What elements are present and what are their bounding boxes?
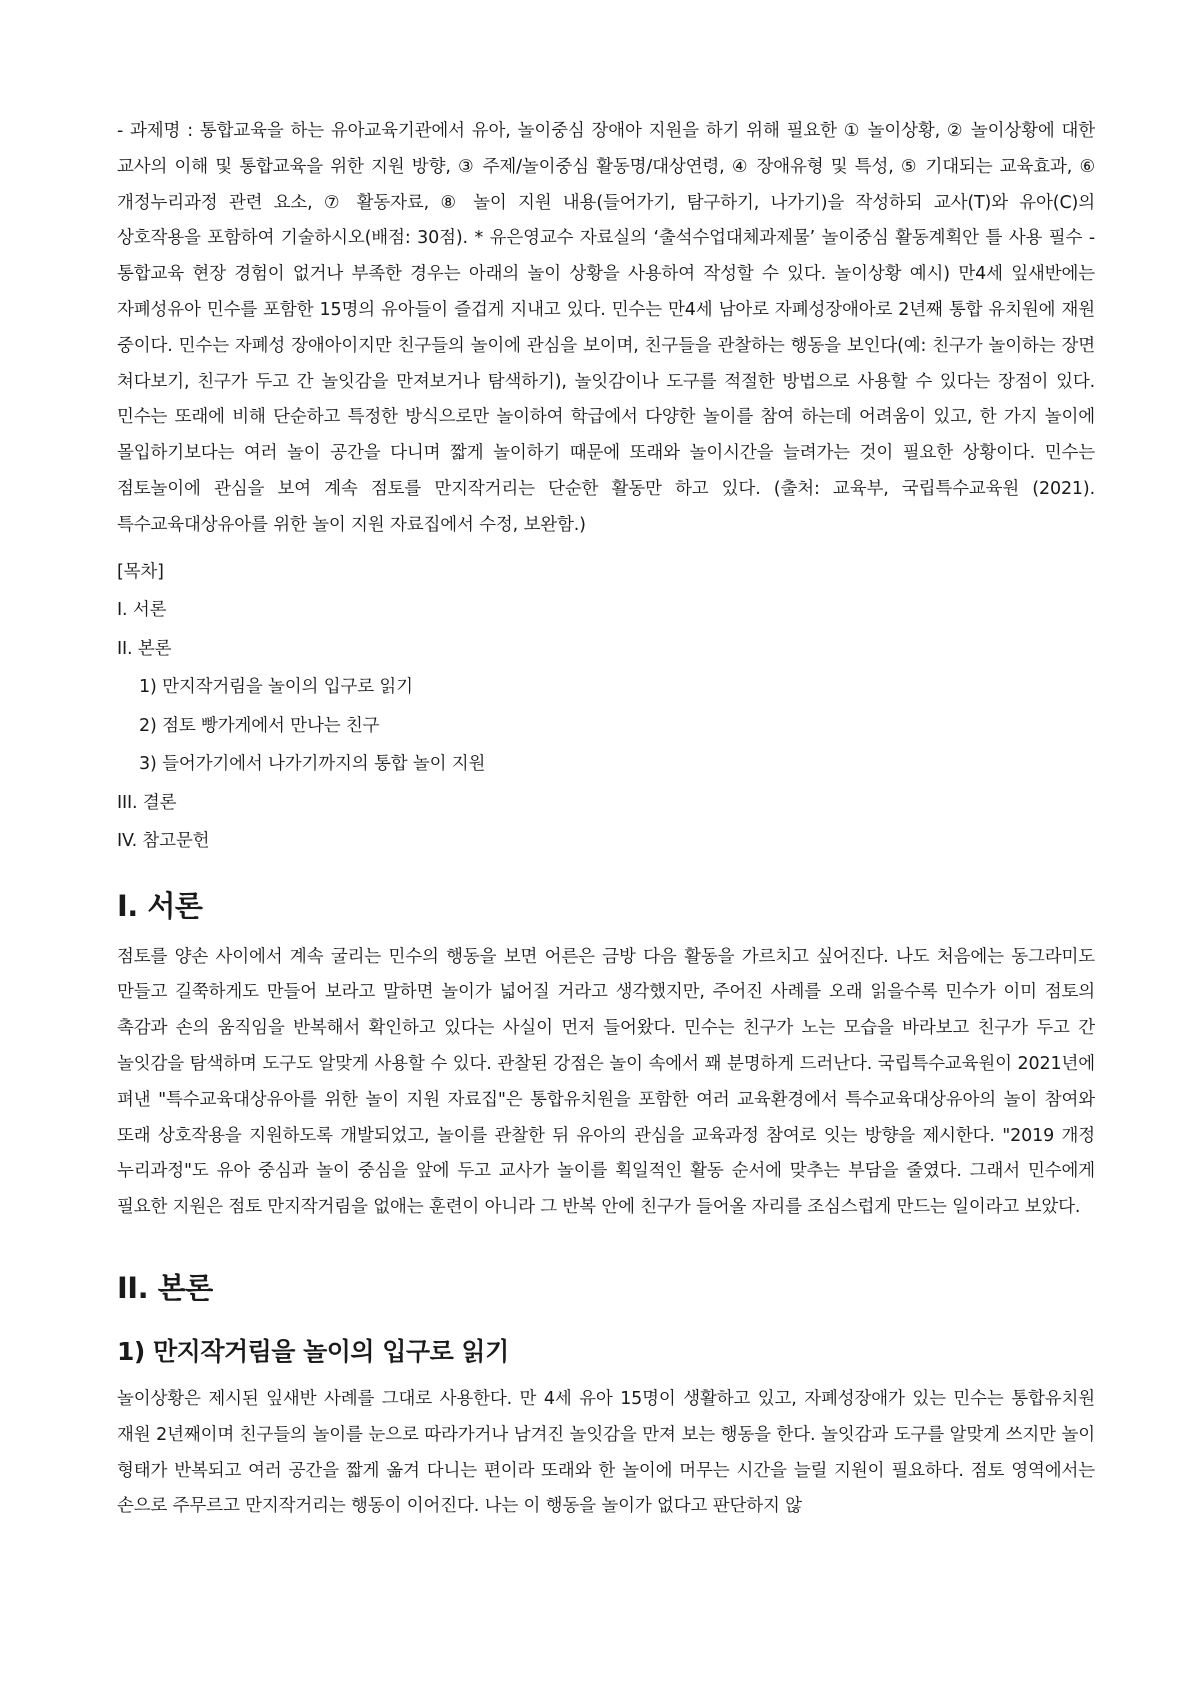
table-of-contents [117,560,1095,868]
section-title-introduction: I. 서론 [117,888,203,923]
subsection-1-body: 놀이상황은 제시된 잎새반 사례를 그대로 사용한다. 만 4세 유아 15명이 생활하고 있고, 자폐성장애가 있는 민수는 통합유치원 재원 2년째이며 친구들의 놀이를 눈으로 따라가거나 남겨진 놀잇감을 만져 보는 행동을 한다. 놀잇감과 도구를 알맞게 쓰지만 놀이 형태가 반복되고 여러 공간을 짧게 옮겨 다니는 편이라 또래와 한 놀이에 머무는 시간을 늘릴 지원이 필요하다. 점토 영역에서는 손으로 주무르고 만지작거리는 행동이 이어진다. 나는 이 행동을 놀이가 없다고 판단하지 않 [117,1388,1095,1517]
toc-item-conclusion: III. 결론 [117,792,177,813]
toc-item-body-1: 1) 만지작거림을 놀이의 입구로 읽기 [139,677,413,698]
introduction-body: 점토를 양손 사이에서 계속 굴리는 민수의 행동을 보면 어른은 금방 다음 활동을 가르치고 싶어진다. 나도 처음에는 동그라미도 만들고 길쭉하게도 만들어 보라고 말하면 놀이가 넓어질 거라고 생각했지만, 주어진 사례를 오래 읽을수록 민수가 이미 점토의 촉감과 손의 움직임을 반복해서 확인하고 있다는 사실이 먼저 들어왔다. 민수는 친구가 노는 모습을 바라보고 친구가 두고 간 놀잇감을 탐색하며 도구도 알맞게 사용할 수 있다. 관찰된 강점은 놀이 속에서 꽤 분명하게 드러난다. 국립특수교육원이 2021년에 펴낸 "특수교육대상유아를 위한 놀이 지원 자료집"은 통합유치원을 포함한 여러 교육환경에서 특수교육대상유아의 놀이 참여와 또래 상호작용을 지원하도록 개발되었고, 놀이를 관찰한 뒤 유아의 관심을 교육과정 참여로 잇는 방향을 제시한다. "2019 개정 누리과정"도 유아 중심과 놀이 중심을 앞에 두고 교사가 놀이를 획일적인 활동 순서에 맞추는 부담을 줄였다. 그래서 민수에게 필요한 지원은 점토 만지작거림을 없애는 훈련이 아니라 그 반복 안에 친구가 들어올 자리를 조심스럽게 만드는 일이라고 보았다. [117,946,1095,1218]
toc-item-references: IV. 참고문헌 [117,831,210,852]
section-title-body: II. 본론 [117,1270,213,1305]
toc-item-body-2: 2) 점토 빵가게에서 만나는 친구 [139,715,380,736]
toc-item-body-3: 3) 들어가기에서 나가기까지의 통합 놀이 지원 [139,754,486,775]
subsection-title-1: 1) 만지작거림을 놀이의 입구로 읽기 [117,1336,509,1366]
assignment-description: - 과제명 : 통합교육을 하는 유아교육기관에서 유아, 놀이중심 장애아 지원을 하기 위해 필요한 ① 놀이상황, ② 놀이상황에 대한 교사의 이해 및 통합교육을 위한 지원 방향, ③ 주제/놀이중심 활동명/대상연령, ④ 장애유형 및 특성, ⑤ 기대되는 교육효과, ⑥ 개정누리과정 관련 요소, ⑦ 활동자료, ⑧ 놀이 지원 내용(들어가기, 탐구하기, 나가기)을 작성하되 교사(T)와 유아(C)의 상호작용을 포함하여 기술하시오(배점: 30점). * 유은영교수 자료실의 ‘출석수업대체과제물’ 놀이중심 활동계획안 틀 사용 필수 - 통합교육 현장 경험이 없거나 부족한 경우는 아래의 놀이 상황을 사용하여 작성할 수 있다. 놀이상황 예시) 만4세 잎새반에는 자폐성유아 민수를 포함한 15명의 유아들이 즐겁게 지내고 있다. 민수는 만4세 남아로 자폐성장애아로 2년째 통합 유치원에 재원 중이다. 민수는 자폐성 장애아이지만 친구들의 놀이에 관심을 보이며, 친구들을 관찰하는 행동을 보인다(예: 친구가 놀이하는 장면 쳐다보기, 친구가 두고 간 놀잇감을 만져보거나 탐색하기), 놀잇감이나 도구를 적절한 방법으로 사용할 수 있다는 장점이 있다. 민수는 또래에 비해 단순하고 특정한 방식으로만 놀이하여 학급에서 다양한 놀이를 참여 하는데 어려움이 있고, 한 가지 놀이에 몰입하기보다는 여러 놀이 공간을 다니며 짧게 놀이하기 때문에 또래와 놀이시간을 늘려가는 것이 필요한 상황이다. 민수는 점토놀이에 관심을 보여 계속 점토를 만지작거리는 단순한 활동만 하고 있다. (출처: 교육부, 국립특수교육원 (2021). 특수교육대상유아를 위한 놀이 지원 자료집에서 수정, 보완함.) [117,121,1095,535]
toc-item-body: II. 본론 [117,638,172,659]
toc-heading: [목차] [117,561,164,582]
toc-item-introduction: I. 서론 [117,600,167,621]
